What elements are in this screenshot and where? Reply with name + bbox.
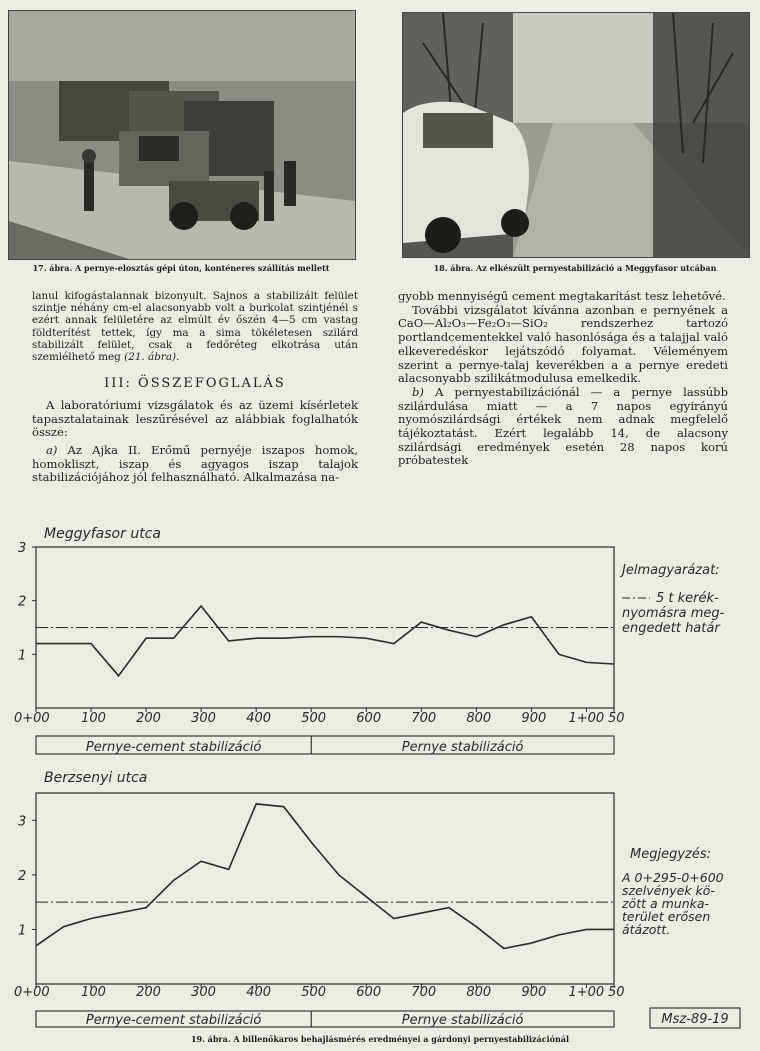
x-tick-label: 0+00 <box>14 985 50 1000</box>
figure-17-caption: 17. ábra. A pernye-elosztás gépi úton, konténeres szállítás mellett <box>32 263 330 273</box>
x-tick-label: 700 <box>411 711 437 726</box>
x-tick-label: 400 <box>246 711 272 726</box>
chart-title: Meggyfasor utca <box>44 526 161 542</box>
x-tick-label: 700 <box>411 985 437 1000</box>
legend-text-line: engedett határ <box>622 621 720 636</box>
x-tick-label: 900 <box>521 711 547 726</box>
x-tick-label: 300 <box>191 711 216 726</box>
band-label-cement: Pernye-cement stabilizáció <box>85 1013 262 1028</box>
note-title: Megjegyzés: <box>630 847 711 862</box>
x-tick-label: 0+00 <box>14 711 50 726</box>
left-paragraph-1: lanul kifogástalannak bizonyult. Sajnos a stabilizált felület szintje néhány cm-el alacsonyabb volt a burkolat szintjénél s ezért annak felületére az elmúlt év őszén 4—5 cm vastag földterítést tettek, így ma a sima tökéletesen szilárd stabilizált felület, csak a fedőréteg elkotrása után szemlélhető meg (21. ábra). <box>32 290 358 364</box>
x-tick-label: 1+00 <box>568 985 605 1000</box>
right-paragraph-3: b) A pernyestabilizációnál — a pernye lassúbb szilárdulása miatt — a 7 napos egyirányú nyomószilárdsági értékek nem adnak megfelelő tájékoztatást. Ezért legalább 14, de alacsony szilárdsági eredmények esetén 28 napos korú próbatestek <box>398 384 729 468</box>
figure-18-caption: 18. ábra. Az elkészült pernyestabilizáció a Meggyfasor utcában <box>433 263 717 273</box>
chart-frame <box>36 793 614 984</box>
legend-text-line: nyomásra meg- <box>622 606 725 621</box>
legend-text-line: 5 t kerék- <box>656 591 719 606</box>
x-tick-label: 900 <box>521 985 547 1000</box>
figure-19-caption: 19. ábra. A billenőkaros behajlásmérés eredményei a gárdonyi pernyestabilizációnál <box>190 1034 570 1044</box>
note-text-line: A 0+295-0+600 <box>622 870 724 885</box>
band-label-cement: Pernye-cement stabilizáció <box>85 740 262 755</box>
deflection-series-line <box>36 804 614 949</box>
x-tick-label: 50 <box>608 711 625 726</box>
x-tick-label: 800 <box>466 985 492 1000</box>
section-heading: III: ÖSSZEFOGLALÁS <box>104 376 286 392</box>
x-tick-label: 500 <box>301 711 327 726</box>
y-tick-label: 2 <box>18 594 27 610</box>
y-tick-label: 1 <box>18 648 27 664</box>
x-tick-label: 1+00 <box>568 711 605 726</box>
x-tick-label: 300 <box>191 985 216 1000</box>
x-tick-label: 500 <box>301 985 327 1000</box>
note-text-line: szelvények kö- <box>622 883 715 898</box>
left-paragraph-3: a) Az Ajka II. Erőmű pernyéje iszapos homok, homokliszt, iszap és agyagos iszap talajok stabilizációjához jól felhasználható. Alkalmazása na- <box>32 443 359 485</box>
right-paragraph-2: További vizsgálatot kívánna azonban e pernyének a CaO—Al₂O₃—Fe₂O₃—SiO₂ rendszerhez tartozó portlandcementekkel való hasonlósága és a talajjal való elkeveredéskor lejátszódó folyamat. Véleményem szerint a pernye-talaj keverékben a a pernye eredeti alacsonyabb szilikátmodulusa emelkedik. <box>398 302 728 386</box>
y-tick-label: 2 <box>18 868 27 884</box>
x-tick-label: 600 <box>356 985 382 1000</box>
y-tick-label: 3 <box>18 814 27 830</box>
band-label-pernye: Pernye stabilizáció <box>401 740 524 755</box>
deflection-series-line <box>36 606 614 676</box>
x-tick-label: 100 <box>81 985 106 1000</box>
note-text-line: zött a munka- <box>622 896 710 911</box>
x-tick-label: 200 <box>136 985 161 1000</box>
chart-title: Berzsenyi utca <box>44 770 148 786</box>
x-tick-label: 400 <box>246 985 272 1000</box>
x-tick-label: 600 <box>356 711 382 726</box>
y-tick-label: 1 <box>18 923 27 939</box>
note-text-line: átázott. <box>622 922 671 937</box>
x-tick-label: 50 <box>608 985 625 1000</box>
note-text-line: terület erősen <box>622 909 711 924</box>
legend-title: Jelmagyarázat: <box>622 563 720 578</box>
x-tick-label: 200 <box>136 711 161 726</box>
figure-mark: Msz-89-19 <box>661 1012 729 1027</box>
band-label-pernye: Pernye stabilizáció <box>401 1013 524 1028</box>
x-tick-label: 800 <box>466 711 492 726</box>
right-paragraph-1: gyobb mennyiségű cement megtakarítást tesz lehetővé. <box>398 289 726 303</box>
left-paragraph-2: A laboratóriumi vizsgálatok és az üzemi kísérletek tapasztalatainak leszűrésével az alábbiak foglalhatók össze: <box>32 397 358 440</box>
x-tick-label: 100 <box>81 711 106 726</box>
y-tick-label: 3 <box>18 541 27 556</box>
